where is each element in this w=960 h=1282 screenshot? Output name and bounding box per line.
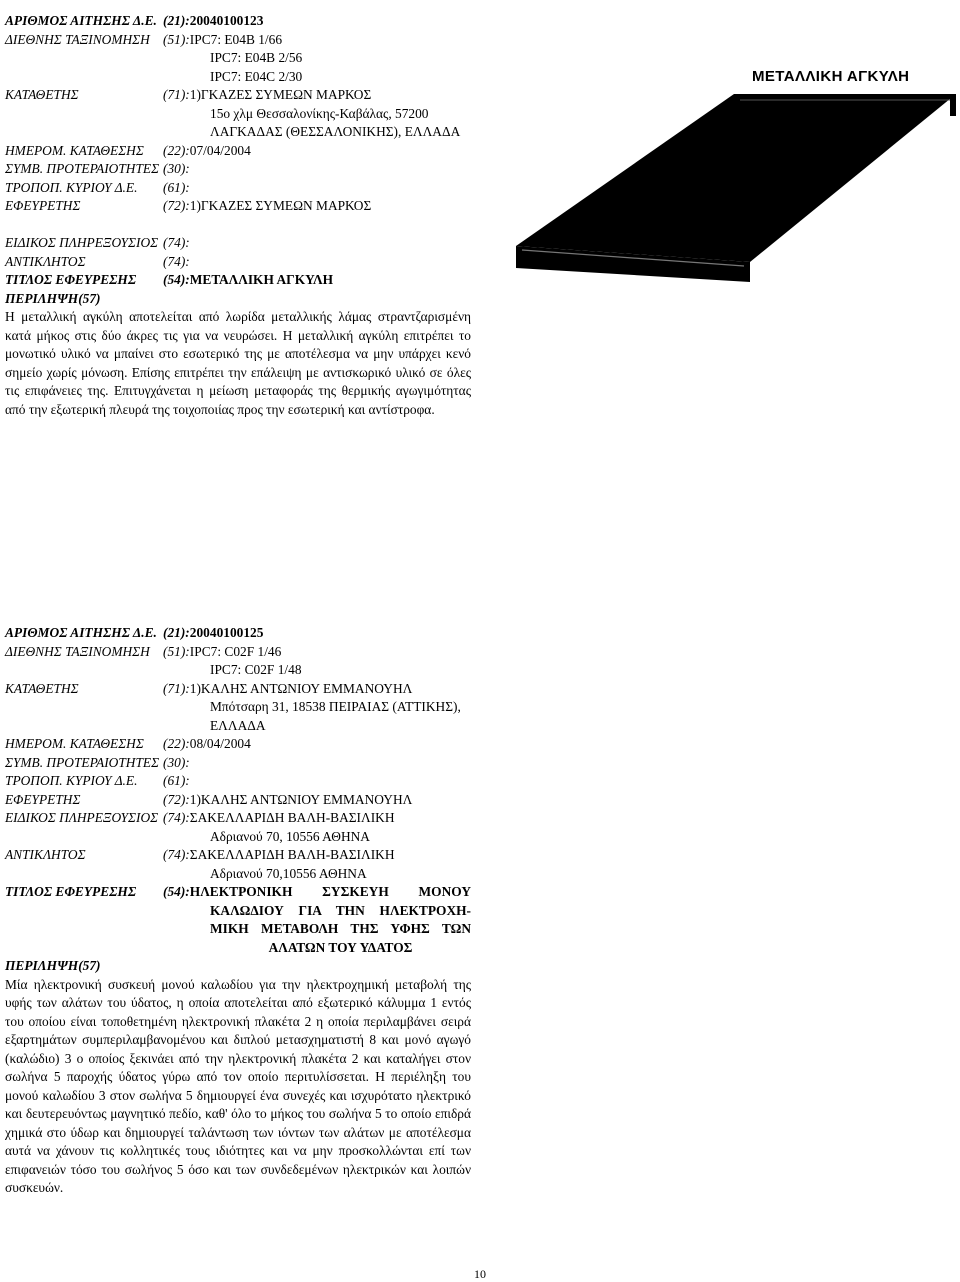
modification-label: ΤΡΟΠΟΠ. ΚΥΡΙΟΥ Δ.Ε.: [5, 773, 138, 788]
filing-date-row: [5, 142, 471, 161]
title-line: ΚΑΛΩΔΙΟΥ ΓΙΑ ΤΗΝ ΗΛΕΚΤΡΟΧΗ-: [210, 902, 471, 918]
title-label: ΤΙΤΛΟΣ ΕΦΕΥΡΕΣΗΣ: [5, 272, 137, 287]
classification-value: IPC7: E04B 2/56: [210, 50, 303, 65]
application-number-label: ΑΡΙΘΜΟΣ ΑΙΤΗΣΗΣ Δ.Ε.: [5, 13, 157, 28]
priority-row: [5, 754, 471, 773]
filing-date-code: (22):: [163, 736, 190, 751]
classification-label: ΔΙΕΘΝΗΣ ΤΑΞΙΝΟΜΗΣΗ: [5, 643, 150, 659]
applicant-address: 15ο χλμ Θεσσαλονίκης-Καβάλας, 57200: [210, 105, 429, 121]
agent-label: ΕΙΔΙΚΟΣ ΠΛΗΡΕΞΟΥΣΙΟΣ: [5, 235, 159, 250]
agent-row: [5, 809, 471, 828]
title-row: [5, 271, 471, 290]
title-code: (54):: [163, 884, 190, 899]
application-number-value: 20040100123: [189, 13, 264, 28]
record-2: [5, 624, 471, 1198]
filing-date-value: 08/04/2004: [189, 736, 251, 751]
inventor-row: [5, 791, 471, 810]
representative-name: ΣΑΚΕΛΛΑΡΙΔΗ ΒΑΛΗ-ΒΑΣΙΛΙΚΗ: [189, 847, 395, 862]
applicant-address: ΕΛΛΑΔΑ: [210, 717, 266, 733]
inventor-label: ΕΦΕΥΡΕΤΗΣ: [5, 198, 81, 213]
application-number-code: (21):: [163, 13, 190, 28]
representative-address: Αδριανού 70,10556 ΑΘΗΝΑ: [210, 865, 367, 881]
application-number-value: 20040100125: [189, 625, 264, 640]
applicant-name: 1)ΓΚΑΖΕΣ ΣΥΜΕΩΝ ΜΑΡΚΟΣ: [189, 87, 372, 102]
classification-row: [5, 643, 471, 662]
representative-code: (74):: [163, 253, 190, 269]
representative-row: [5, 846, 471, 865]
bracket-far-flange: [950, 94, 956, 116]
modification-row: [5, 772, 471, 791]
classification-code: (51):: [163, 643, 190, 659]
modification-label: ΤΡΟΠΟΠ. ΚΥΡΙΟΥ Δ.Ε.: [5, 179, 138, 195]
bracket-top-face: [516, 94, 956, 262]
applicant-name: 1)ΚΑΛΗΣ ΑΝΤΩΝΙΟΥ ΕΜΜΑΝΟΥΗΛ: [189, 680, 413, 696]
title-value: ΜΕΤΑΛΛΙΚΗ ΑΓΚΥΛΗ: [189, 272, 333, 287]
priority-code: (30):: [163, 161, 190, 176]
priority-label: ΣΥΜΒ. ΠΡΟΤΕΡΑΙΟΤΗΤΕΣ: [5, 161, 160, 176]
inventor-code: (72):: [163, 791, 190, 807]
applicant-code: (71):: [163, 87, 190, 102]
title-line: ΜΙΚΗ ΜΕΤΑΒΟΛΗ ΤΗΣ ΥΦΗΣ ΤΩΝ: [210, 921, 471, 936]
application-number-code: (21):: [163, 625, 190, 640]
filing-date-value: 07/04/2004: [189, 142, 251, 158]
applicant-code: (71):: [163, 680, 190, 696]
representative-code: (74):: [163, 847, 190, 862]
modification-code: (61):: [163, 773, 190, 788]
record-1: [5, 12, 471, 419]
applicant-address: Μπότσαρη 31, 18538 ΠΕΙΡΑΙΑΣ (ΑΤΤΙΚΗΣ),: [210, 699, 461, 714]
classification-value: IPC7: C02F 1/48: [210, 662, 302, 677]
abstract-heading: ΠΕΡΙΛΗΨΗ(57): [5, 290, 101, 306]
page-number: 10: [474, 1267, 486, 1281]
filing-date-code: (22):: [163, 142, 190, 158]
classification-code: (51):: [163, 31, 190, 47]
modification-code: (61):: [163, 179, 190, 195]
inventor-code: (72):: [163, 198, 190, 213]
application-number-label: ΑΡΙΘΜΟΣ ΑΙΤΗΣΗΣ Δ.Ε.: [5, 625, 157, 640]
metal-bracket-figure: [512, 70, 956, 300]
figure-caption: ΜΕΤΑΛΛΙΚΗ ΑΓΚΥΛΗ: [752, 68, 910, 85]
abstract-heading: ΠΕΡΙΛΗΨΗ(57): [5, 958, 101, 973]
applicant-row: [5, 86, 471, 105]
applicant-row: [5, 680, 471, 699]
title-label: ΤΙΤΛΟΣ ΕΦΕΥΡΕΣΗΣ: [5, 884, 137, 899]
inventor-value: 1)ΓΚΑΖΕΣ ΣΥΜΕΩΝ ΜΑΡΚΟΣ: [189, 198, 372, 213]
filing-date-row: [5, 735, 471, 754]
classification-row: [5, 31, 471, 50]
title-code: (54):: [163, 272, 190, 287]
representative-label: ΑΝΤΙΚΛΗΤΟΣ: [5, 253, 86, 269]
agent-code: (74):: [163, 235, 190, 250]
inventor-label: ΕΦΕΥΡΕΤΗΣ: [5, 791, 81, 807]
priority-code: (30):: [163, 754, 190, 770]
classification-label: ΔΙΕΘΝΗΣ ΤΑΞΙΝΟΜΗΣΗ: [5, 31, 150, 47]
applicant-label: ΚΑΤΑΘΕΤΗΣ: [5, 680, 79, 696]
agent-name: ΣΑΚΕΛΛΑΡΙΔΗ ΒΑΛΗ-ΒΑΣΙΛΙΚΗ: [189, 810, 395, 825]
representative-label: ΑΝΤΙΚΛΗΤΟΣ: [5, 847, 86, 862]
classification-value: IPC7: E04B 1/66: [189, 31, 283, 47]
title-line: ΑΛΑΤΩΝ ΤΟΥ ΥΔΑΤΟΣ: [268, 939, 413, 955]
applicant-label: ΚΑΤΑΘΕΤΗΣ: [5, 87, 79, 102]
abstract-text: Μία ηλεκτρονική συσκευή μονού καλωδίου για την ηλεκτροχημική μεταβολή της υφής των αλάτων του ύδατος, η οποία αποτελείται από εξωτερικό κάλυμμα 1 εντός του οποίου είναι τοποθετημένη ηλεκτρονική πλακέτα 2 η οποία περιλαμβάνει σειρά εξαρτημάτων συμπεριλαμβανομένου και διπλού μετασχηματιστή 8 και μονό αγωγό (καλώδιο) 3 ο οποίος ξεκινάει από την ηλεκτρονική πλακέτα 2 και καταλήγει στον σωλήνα 5 παροχής ύδατος γύρω από τον οποίο περιτυλίσσεται. Η περιέληξη του μονού καλωδίου 3 στον σωλήνα 5 δημιουργεί ένα συνεχές και ισχυρότατο ηλεκτρικό και δευτερευόντως μαγνητικό πεδίο, καθ' όλο το μήκος του σωλήνα 5 το οποίο επιδρά χημικά στο ύδωρ και δημιουργεί ταλάντωση των ιόντων των αλάτων με αποτέλεσμα αυτά να χάνουν τις κολλητικές τους ιδιότητες και να μην προσκολλώνται επί των επιφανειών τόσο του σωλήνος 5 όσο και των συνδεδεμένων ηλεκτρικών και λοιπών συσκευών.: [5, 976, 471, 1195]
agent-code: (74):: [163, 810, 190, 825]
classification-value: IPC7: C02F 1/46: [189, 643, 282, 659]
priority-row: [5, 160, 471, 179]
applicant-address: ΛΑΓΚΑΔΑΣ (ΘΕΣΣΑΛΟΝΙΚΗΣ), ΕΛΛΑΔΑ: [210, 124, 461, 139]
application-number-row: [5, 624, 471, 643]
application-number-row: [5, 12, 471, 31]
title-line: ΗΛΕΚΤΡΟΝΙΚΗ ΣΥΣΚΕΥΗ ΜΟΝΟΥ: [189, 884, 471, 899]
classification-value: IPC7: E04C 2/30: [210, 68, 303, 84]
agent-label: ΕΙΔΙΚΟΣ ΠΛΗΡΕΞΟΥΣΙΟΣ: [5, 810, 159, 825]
filing-date-label: ΗΜΕΡΟΜ. ΚΑΤΑΘΕΣΗΣ: [5, 736, 144, 751]
representative-row: [5, 253, 471, 272]
modification-row: [5, 179, 471, 198]
agent-row: [5, 234, 471, 253]
abstract-text: Η μεταλλική αγκύλη αποτελείται από λωρίδα μεταλλικής λάμας στραντζαρισμένη κατά μήκος στις δύο άκρες τις για να νευρώσει. Η μεταλλική αγκύλη επιτρέπει το μονωτικό υλικό να μπαίνει στο εσωτερικό της με αποτέλεσμα να μην υπάρχει κενό σημείο χωρίς μόνωση. Επίσης επιτρέπει την επάλειψη με αντισκωρικό υλικό σε όλες τις επιφάνειες της. Επιτυγχάνεται η μείωση μεταφοράς της θερμικής αγωγιμότητας από την εξωτερική πλευρά της τοιχοποιίας προς την εσωτερική και αντίστροφα.: [5, 309, 471, 417]
inventor-row: [5, 197, 471, 216]
priority-label: ΣΥΜΒ. ΠΡΟΤΕΡΑΙΟΤΗΤΕΣ: [5, 754, 160, 770]
agent-address: Αδριανού 70, 10556 ΑΘΗΝΑ: [210, 828, 370, 844]
inventor-value: 1)ΚΑΛΗΣ ΑΝΤΩΝΙΟΥ ΕΜΜΑΝΟΥΗΛ: [189, 791, 413, 807]
filing-date-label: ΗΜΕΡΟΜ. ΚΑΤΑΘΕΣΗΣ: [5, 142, 144, 158]
title-row: [5, 883, 471, 902]
